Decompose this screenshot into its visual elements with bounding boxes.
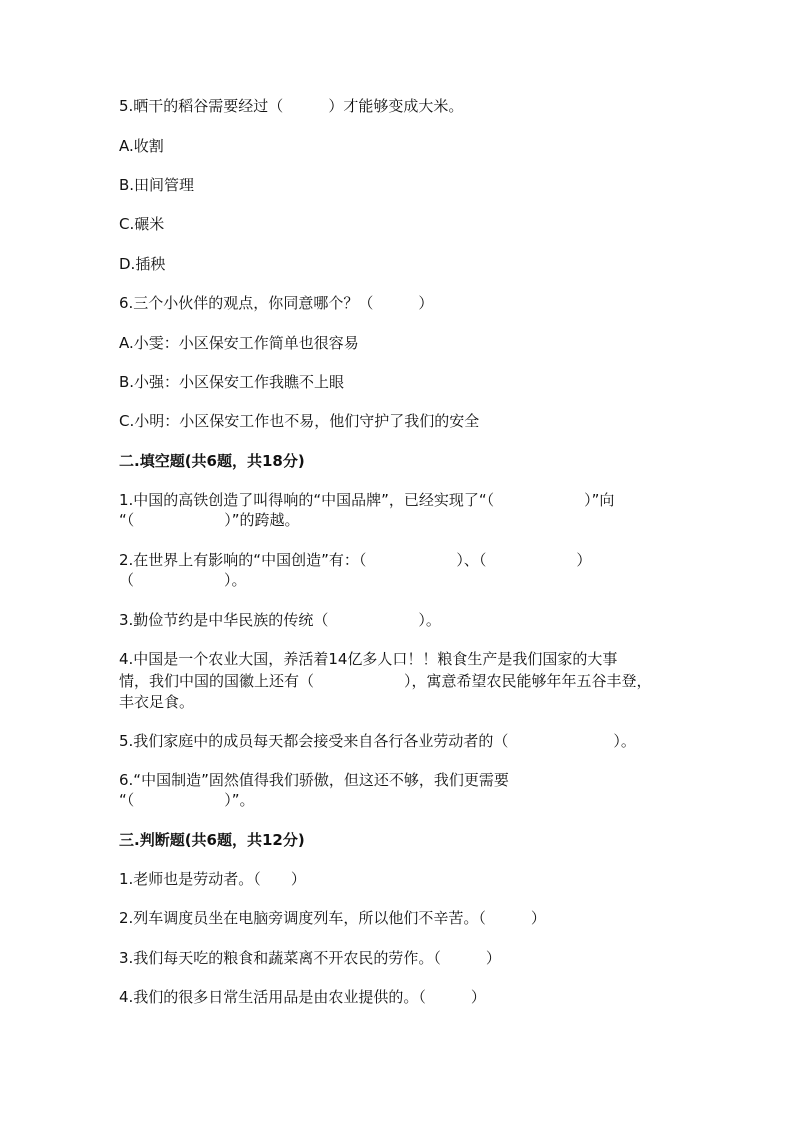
fill-question-4-line-3: 丰衣足食。 (119, 693, 195, 711)
judge-question-1: 1.老师也是劳动者。（ ） (119, 870, 306, 888)
fill-question-2-line-2: （ ）。 (119, 571, 247, 589)
fill-question-5: 5.我们家庭中的成员每天都会接受来自各行各业劳动者的（ ）。 (119, 732, 636, 750)
option-c: C.碾米 (119, 215, 165, 233)
judge-question-2: 2.列车调度员坐在电脑旁调度列车，所以他们不辛苦。（ ） (119, 909, 546, 927)
option-a: A.小雯：小区保安工作简单也很容易 (119, 334, 359, 352)
section-heading-fill-in: 二.填空题(共6题，共18分) (119, 452, 305, 470)
option-a: A.收割 (119, 137, 164, 155)
fill-question-4-line-1: 4.中国是一个农业大国，养活着14亿多人口！！粮食生产是我们国家的大事 (119, 650, 618, 668)
question-5-stem: 5.晒干的稻谷需要经过（ ）才能够变成大米。 (119, 97, 464, 115)
option-d: D.插秧 (119, 255, 166, 273)
fill-question-3: 3.勤俭节约是中华民族的传统（ ）。 (119, 611, 441, 629)
fill-question-6-line-2: “（ ）”。 (119, 791, 255, 809)
judge-question-4: 4.我们的很多日常生活用品是由农业提供的。（ ） (119, 988, 486, 1006)
fill-question-6-line-1: 6.“中国制造”固然值得我们骄傲，但这还不够，我们更需要 (119, 771, 509, 789)
fill-question-4-line-2: 情，我们中国的国徽上还有（ ），寓意希望农民能够年年五谷丰登， (119, 672, 652, 690)
judge-question-3: 3.我们每天吃的粮食和蔬菜离不开农民的劳作。（ ） (119, 949, 501, 967)
option-c: C.小明：小区保安工作也不易，他们守护了我们的安全 (119, 412, 480, 430)
section-heading-true-false: 三.判断题(共6题，共12分) (119, 831, 305, 849)
question-6-stem: 6.三个小伙伴的观点，你同意哪个？（ ） (119, 294, 434, 312)
option-b: B.小强：小区保安工作我瞧不上眼 (119, 373, 345, 391)
option-b: B.田间管理 (119, 176, 195, 194)
fill-question-1-line-1: 1.中国的高铁创造了叫得响的“中国品牌”，已经实现了“（ ）”向 (119, 491, 615, 509)
fill-question-1-line-2: “（ ）”的跨越。 (119, 511, 300, 529)
fill-question-2-line-1: 2.在世界上有影响的“中国创造”有：（ ）、（ ） (119, 551, 592, 569)
